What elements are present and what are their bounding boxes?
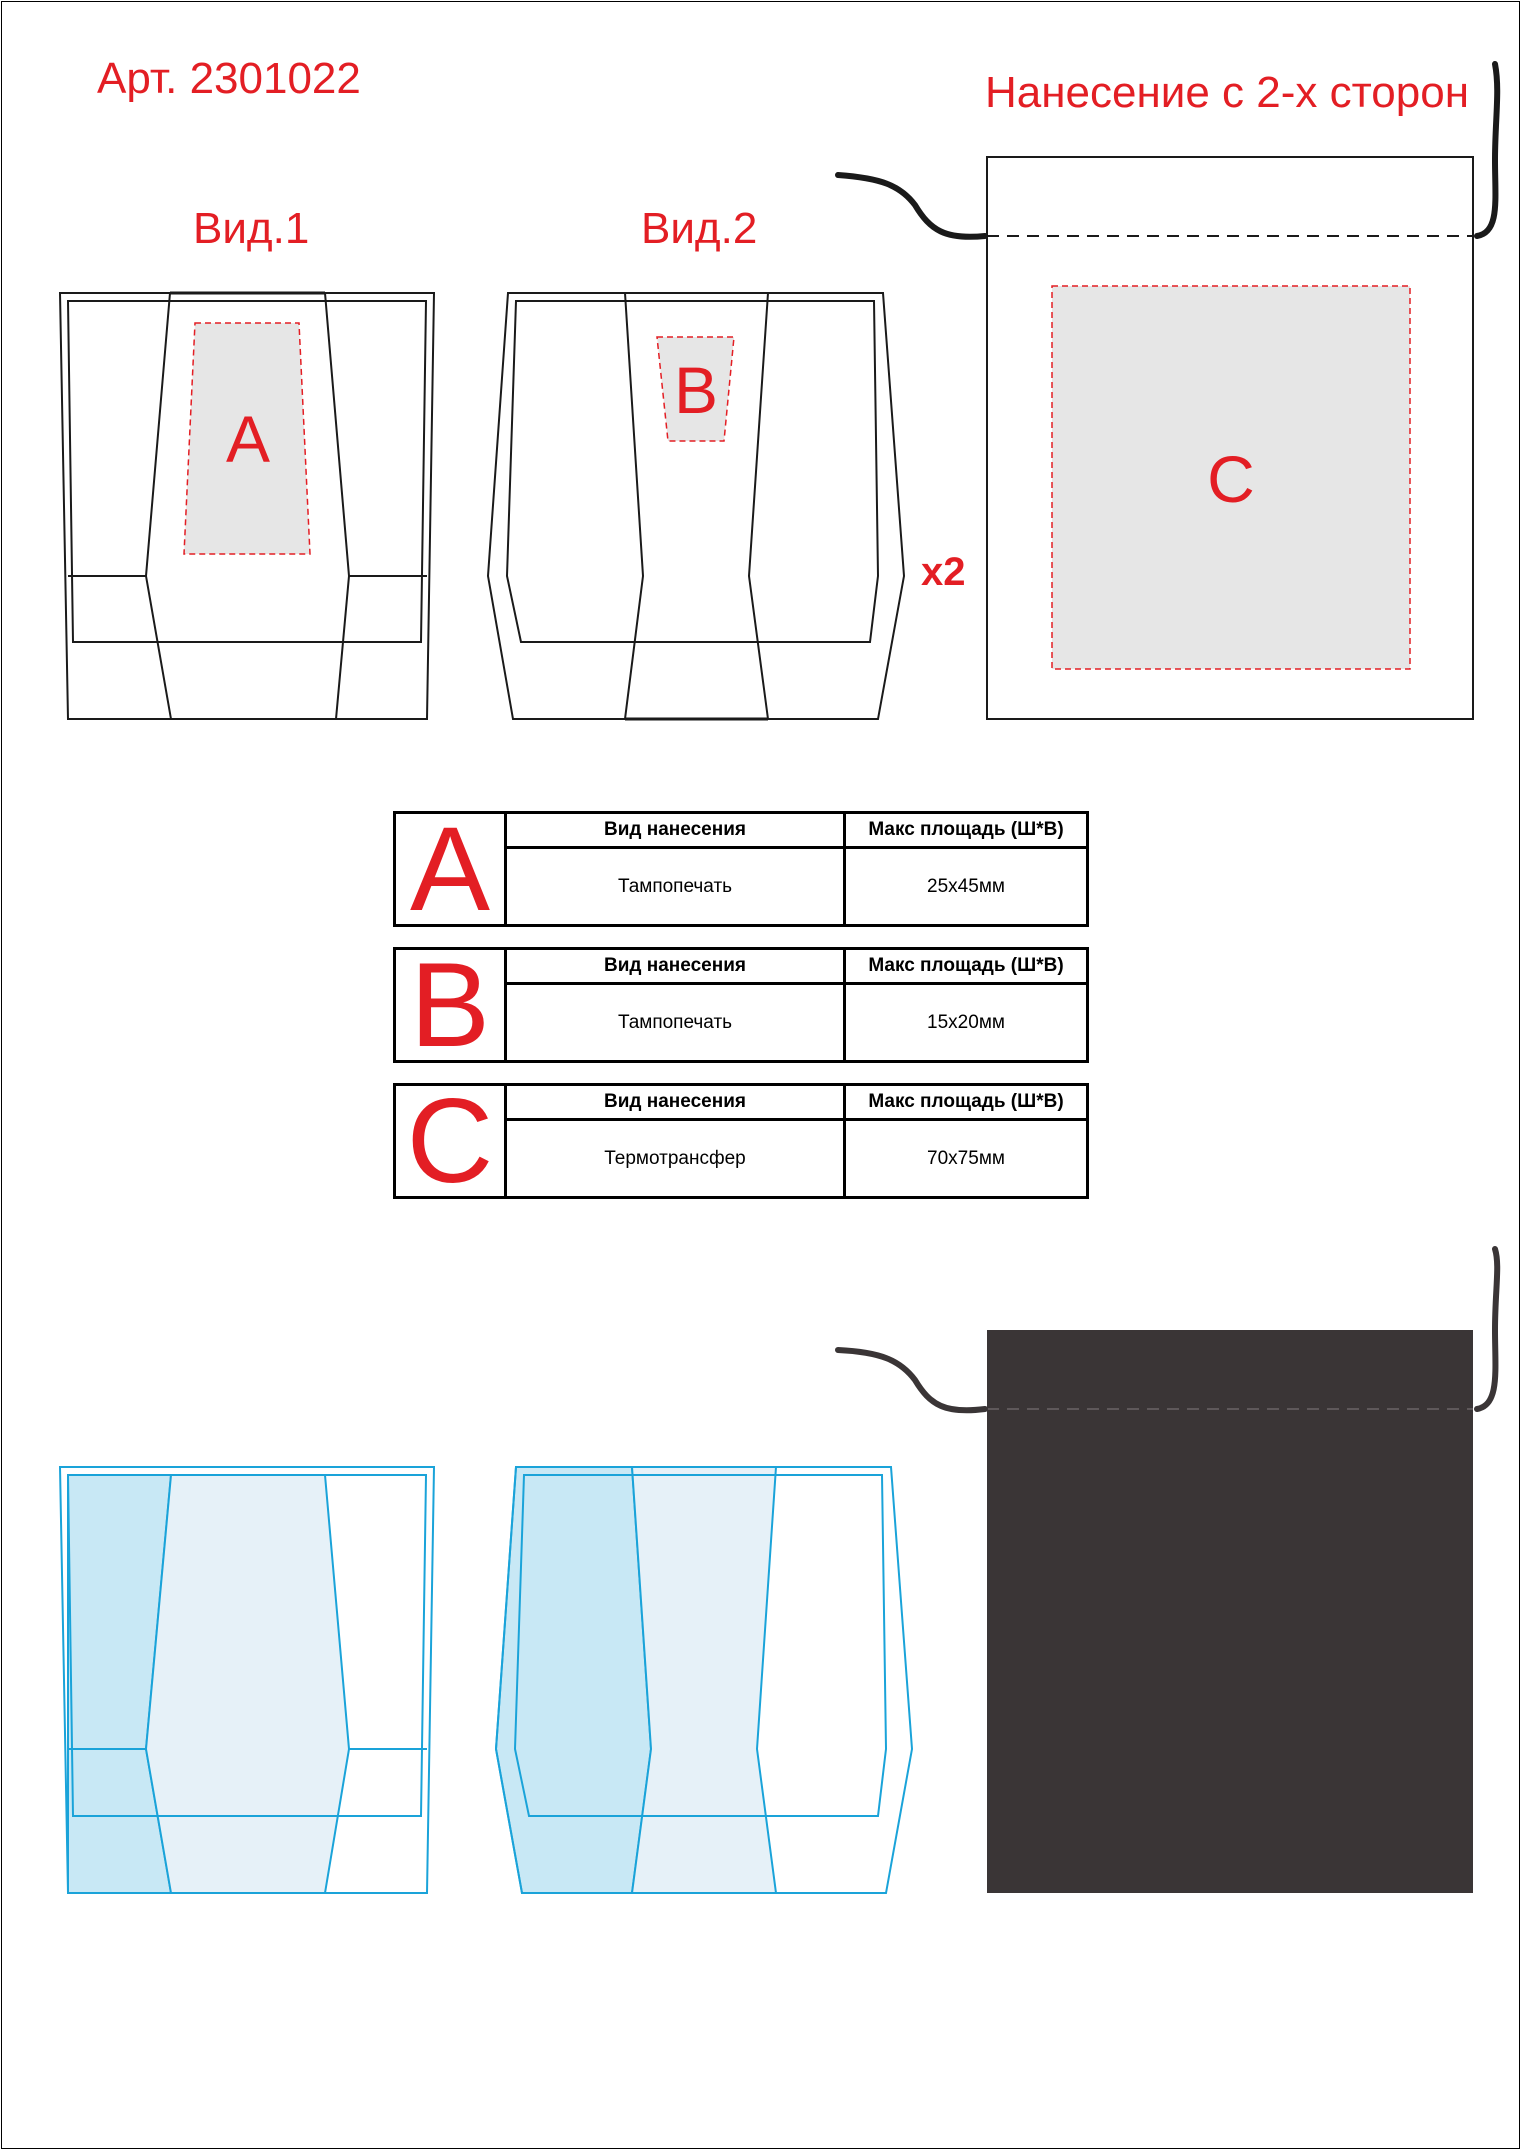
method-header: Вид нанесения — [507, 814, 843, 849]
glass-view-1-color — [60, 1467, 434, 1893]
area-header: Макс площадь (Ш*В) — [846, 814, 1086, 849]
area-value: 25х45мм — [927, 875, 1005, 897]
area-header: Макс площадь (Ш*В) — [846, 950, 1086, 985]
glass-view-2-color — [496, 1467, 912, 1893]
table-letter: C — [396, 1086, 507, 1196]
area-header: Макс площадь (Ш*В) — [846, 1086, 1086, 1121]
view-1-label: Вид.1 — [193, 204, 310, 253]
method-value: Тампопечать — [617, 1011, 733, 1033]
multiplier-label: x2 — [921, 550, 966, 594]
table-letter: A — [396, 814, 507, 924]
pouch-color — [838, 1249, 1497, 1893]
method-value: Термотрансфер — [604, 1147, 746, 1169]
two-sides-note: Нанесение с 2-х сторон — [985, 68, 1469, 117]
zone-a-label: A — [225, 402, 271, 476]
area-value: 15х20мм — [927, 1011, 1005, 1033]
method-header: Вид нанесения — [507, 1086, 843, 1121]
article-number: Арт. 2301022 — [97, 54, 361, 103]
table-letter: B — [396, 950, 507, 1060]
area-value: 70х75мм — [927, 1147, 1005, 1169]
spec-table-a — [393, 802, 1089, 936]
spec-table-b — [393, 938, 1089, 1072]
method-header: Вид нанесения — [507, 950, 843, 985]
zone-c-label: C — [1207, 442, 1255, 516]
zone-b-label: B — [673, 353, 719, 427]
spec-table-c — [393, 1074, 1089, 1208]
method-value: Тампопечать — [617, 875, 733, 897]
view-2-label: Вид.2 — [641, 204, 758, 253]
